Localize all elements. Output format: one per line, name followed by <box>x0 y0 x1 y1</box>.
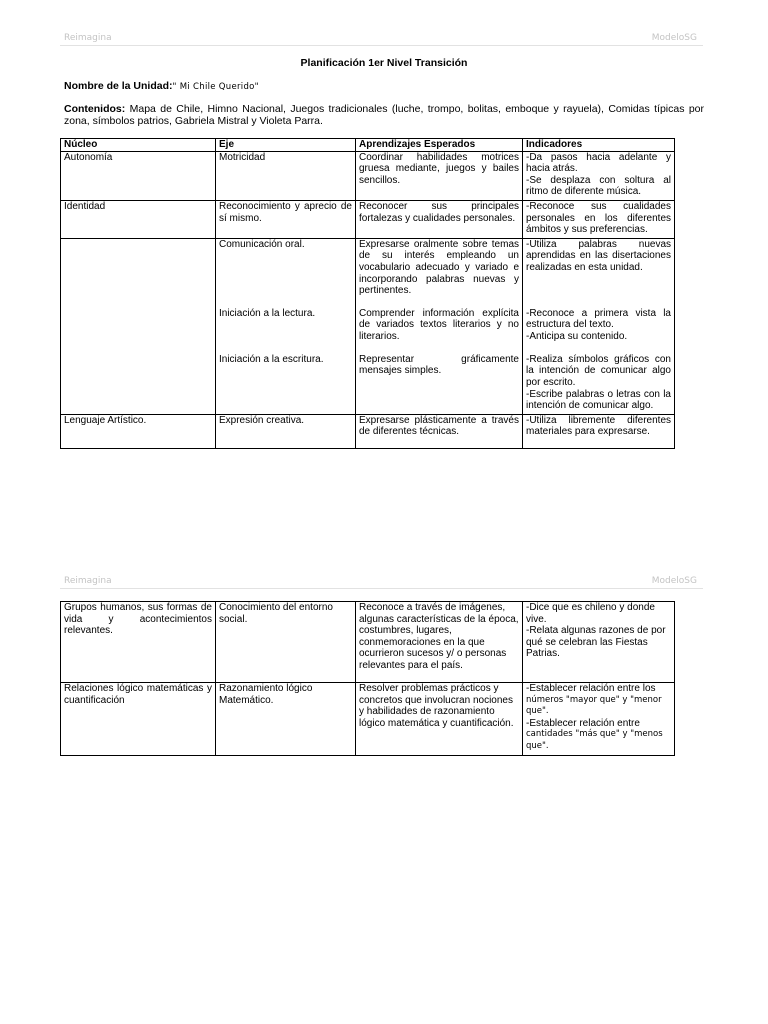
header-eje: Eje <box>216 139 356 152</box>
indicator: -Escribe palabras o letras con la intención de comunicar algo. <box>526 388 671 412</box>
contents-label: Contenidos: <box>64 103 126 115</box>
indicator: -Relata algunas razones de por qué se celebran las Fiestas Patrias. <box>526 625 666 660</box>
indicator: -Da pasos hacia adelante y hacia atrás. <box>526 151 671 175</box>
planning-table-2 <box>60 601 675 756</box>
cell-indicadores <box>523 602 675 683</box>
planning-table-1 <box>60 138 675 449</box>
cell-eje: Conocimiento del entorno social. <box>216 602 356 683</box>
table-row <box>61 683 675 756</box>
cell-nucleo: Grupos humanos, sus formas de vida y acontecimientos relevantes. <box>61 602 216 683</box>
header-nucleo: Núcleo <box>61 139 216 152</box>
unit-name-line <box>64 80 259 92</box>
cell-aprendizaje: Reconoce a través de imágenes, algunas características de la época, costumbres, lugares, conmemoraciones en la que ocurrieron sucesos y/ o personas relevantes para el país. <box>356 602 523 683</box>
cell-nucleo: Relaciones lógico matemáticas y cuantificación <box>61 683 216 756</box>
contents-text: Mapa de Chile, Himno Nacional, Juegos tradicionales (luche, trompo, bolitas, emboque y rayuela), Comidas típicas por zona, símbolos patrios, Gabriela Mistral y Violeta Parra. <box>64 103 704 127</box>
aprendizaje-item: Expresarse oralmente sobre temas de su interés empleando un vocabulario adecuado y variado e incorporando palabras nuevas y pertinentes. <box>359 238 519 297</box>
cell-eje: Motricidad <box>216 151 356 200</box>
cell-nucleo: Lenguaje Artístico. <box>61 414 216 448</box>
cell-eje: Reconocimiento y aprecio de sí mismo. <box>216 200 356 238</box>
header-left-text: Reimagina <box>64 33 112 43</box>
cell-aprendizaje: Expresarse plásticamente a través de diferentes técnicas. <box>356 414 523 448</box>
cell-aprendizaje: Resolver problemas prácticos y concretos que involucran nociones y habilidades de razonamiento lógico matemática y cuantificación. <box>356 683 523 756</box>
indicator-group <box>526 239 671 308</box>
indicator: -Dice que es chileno y donde vive. <box>526 602 655 625</box>
header-left-text: Reimagina <box>64 576 112 586</box>
indicator: -Establecer relación entre los <box>526 683 656 694</box>
page-header <box>60 33 703 46</box>
cell-indicadores <box>523 151 675 200</box>
page-header <box>60 576 703 589</box>
table-header-row <box>61 139 675 152</box>
indicator-group <box>526 354 671 412</box>
table-row <box>61 414 675 448</box>
eje-item: Comunicación oral. <box>219 238 305 250</box>
indicator: -Reconoce sus cualidades personales en los diferentes ámbitos y sus preferencias. <box>526 200 671 236</box>
cell-nucleo: Autonomía <box>61 151 216 200</box>
cell-aprendizaje: Reconocer sus principales fortalezas y cualidades personales. <box>356 200 523 238</box>
table-row <box>61 602 675 683</box>
cell-eje: Expresión creativa. <box>216 414 356 448</box>
unit-label: Nombre de la Unidad: <box>64 80 173 92</box>
indicator: -Anticipa su contenido. <box>526 330 628 342</box>
header-right-text: ModeloSG <box>651 33 697 43</box>
indicator: -Realiza símbolos gráficos con la intención de comunicar algo por escrito. <box>526 353 671 388</box>
cell-nucleo: Identidad <box>61 200 216 238</box>
cell-indicadores <box>523 200 675 238</box>
header-indicadores: Indicadores <box>523 139 675 152</box>
cell-aprendizaje <box>356 238 523 414</box>
table-row <box>61 151 675 200</box>
header-aprendizajes: Aprendizajes Esperados <box>356 139 523 152</box>
cell-indicadores <box>523 414 675 448</box>
cell-indicadores <box>523 238 675 414</box>
eje-item: Iniciación a la lectura. <box>219 307 316 319</box>
cell-nucleo <box>61 238 216 414</box>
indicator: -Reconoce a primera vista la estructura del texto. <box>526 307 671 331</box>
unit-name: " Mi Chile Querido" <box>172 82 259 92</box>
cell-indicadores <box>523 683 675 756</box>
indicator: -Utiliza libremente diferentes materiales para expresarse. <box>526 414 671 438</box>
indicator: -Utiliza palabras nuevas aprendidas en las disertaciones realizadas en esta unidad. <box>526 238 671 273</box>
indicator: -Establecer relación entre <box>526 717 640 729</box>
indicator: -Se desplaza con soltura al ritmo de diferente música. <box>526 174 671 198</box>
indicator-group <box>526 308 671 354</box>
indicator-detail: números "mayor que" y "menor que". <box>526 694 662 717</box>
table-row <box>61 238 675 414</box>
aprendizaje-item: Comprender información explícita de variados textos literarios y no literarios. <box>359 307 519 342</box>
indicator-detail: cantidades "más que" y "menos que". <box>526 729 663 751</box>
cell-aprendizaje: Coordinar habilidades motrices gruesa mediante, juegos y bailes sencillos. <box>356 151 523 200</box>
document-title: Planificación 1er Nivel Transición <box>300 57 468 69</box>
header-right-text: ModeloSG <box>651 576 697 586</box>
eje-item: Iniciación a la escritura. <box>219 353 324 365</box>
aprendizaje-item: Representar gráficamente mensajes simples. <box>359 353 519 377</box>
cell-eje <box>216 238 356 414</box>
table-row <box>61 200 675 238</box>
cell-eje: Razonamiento lógico Matemático. <box>216 683 356 756</box>
contents-paragraph <box>64 103 704 127</box>
